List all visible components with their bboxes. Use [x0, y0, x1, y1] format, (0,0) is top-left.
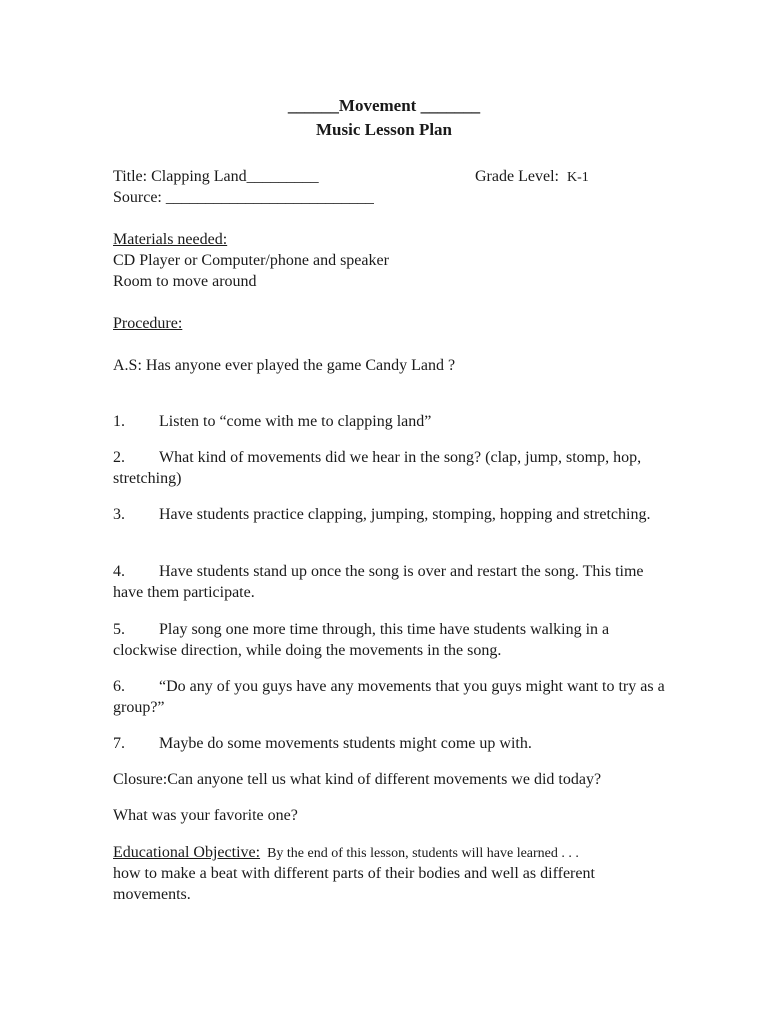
procedure-heading: Procedure:: [113, 315, 183, 332]
step-text: Listen to “come with me to clapping land”: [159, 413, 432, 430]
header-topic: ______Movement _______: [287, 96, 481, 115]
procedure-step: [113, 447, 665, 489]
procedure-step: [113, 619, 665, 661]
grade-value: K-1: [566, 170, 589, 185]
title-label: Title:: [113, 168, 148, 185]
objective-row: [113, 842, 579, 864]
step-text: Maybe do some movements students might come up with.: [159, 735, 532, 752]
step-number: 5.: [113, 621, 125, 638]
source-row: [113, 187, 374, 208]
step-number: 4.: [113, 563, 125, 580]
page-title: Music Lesson Plan: [315, 120, 453, 139]
step-text: Play song one more time through, this time have students walking in a clockwise direction, while doing the movements in the song.: [113, 621, 610, 659]
step-text: Have students stand up once the song is over and restart the song. This time have them participate.: [113, 563, 644, 601]
materials-item: Room to move around: [113, 273, 257, 290]
step-text: “Do any of you guys have any movements that you guys might want to try as a group?”: [113, 678, 665, 716]
step-number: 2.: [113, 449, 125, 466]
materials-heading: Materials needed:: [113, 231, 228, 248]
closure-followup: What was your favorite one?: [113, 807, 298, 824]
title-blank: _________: [246, 168, 319, 185]
anticipatory-set: A.S: Has anyone ever played the game Candy Land ?: [113, 357, 456, 374]
source-blank: __________________________: [165, 189, 374, 206]
materials-item: CD Player or Computer/phone and speaker: [113, 252, 389, 269]
procedure-step: [113, 733, 665, 754]
title-value: Clapping Land: [151, 168, 247, 185]
procedure-step: [113, 561, 665, 603]
grade-label: Grade Level:: [475, 168, 559, 185]
objective-label: Educational Objective:: [113, 844, 261, 861]
procedure-step: [113, 676, 665, 718]
step-number: 1.: [113, 413, 125, 430]
procedure-step: [113, 504, 665, 525]
objective-lead: By the end of this lesson, students will have learned . . .: [267, 846, 579, 861]
step-number: 3.: [113, 506, 125, 523]
closure-question: Closure:Can anyone tell us what kind of different movements we did today?: [113, 771, 602, 788]
step-number: 7.: [113, 735, 125, 752]
grade-row: [475, 166, 589, 188]
step-number: 6.: [113, 678, 125, 695]
objective-body: how to make a beat with different parts of their bodies and well as different movements.: [113, 865, 595, 903]
step-text: Have students practice clapping, jumping, stomping, hopping and stretching.: [159, 506, 651, 523]
title-row: [113, 166, 319, 187]
step-text: What kind of movements did we hear in the song? (clap, jump, stomp, hop, stretching): [113, 449, 642, 487]
procedure-step: [113, 411, 665, 432]
source-label: Source:: [113, 189, 162, 206]
